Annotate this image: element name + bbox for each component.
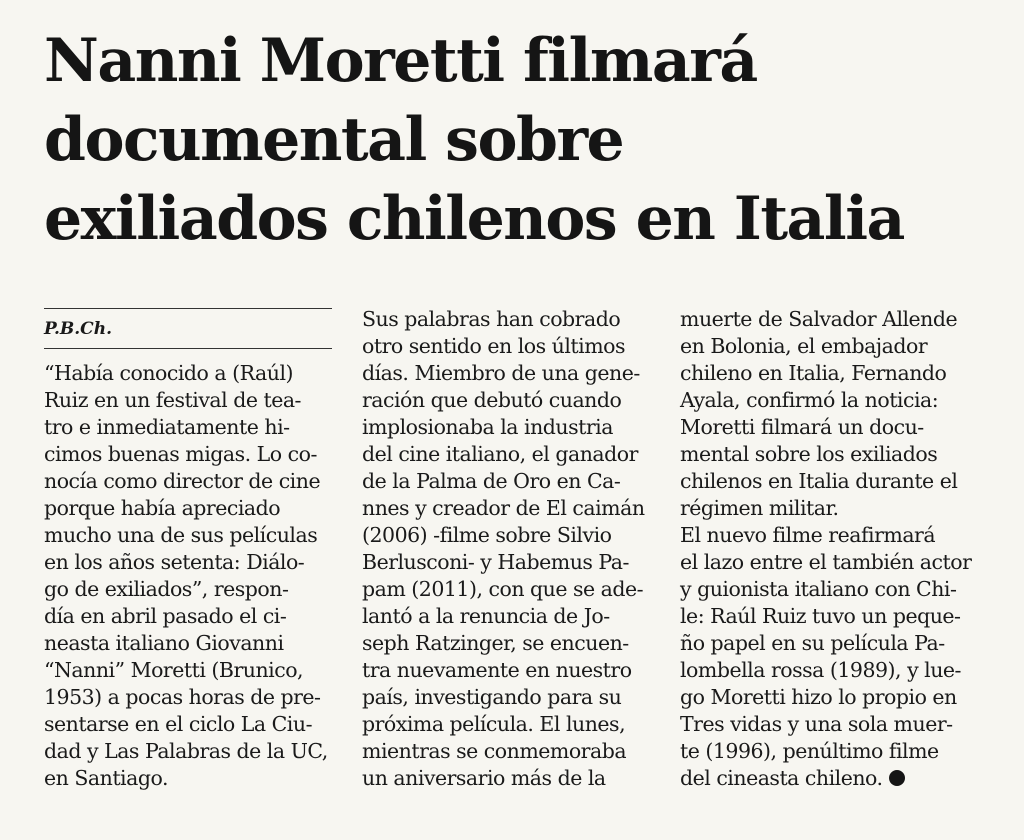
- text-line: un aniversario más de la: [362, 766, 606, 790]
- text-line: en los años setenta: Diálo-: [44, 550, 305, 574]
- text-line: Berlusconi- y Habemus Pa-: [362, 550, 629, 574]
- text-line: lombella rossa (1989), y lue-: [680, 658, 961, 682]
- text-line: día en abril pasado el ci-: [44, 604, 287, 628]
- text-line: días. Miembro de una gene-: [362, 361, 640, 385]
- text-line: tra nuevamente en nuestro: [362, 658, 632, 682]
- text-line: seph Ratzinger, se encuen-: [362, 631, 629, 655]
- text-line: dad y Las Palabras de la UC,: [44, 739, 328, 763]
- byline-rule-bottom: [44, 348, 332, 349]
- headline-line: documental sobre: [44, 105, 624, 175]
- text-line: 1953) a pocas horas de pre-: [44, 685, 321, 709]
- text-line: neasta italiano Giovanni: [44, 631, 284, 655]
- text-line: Ayala, confirmó la noticia:: [680, 388, 939, 412]
- text-line: cimos buenas migas. Lo co-: [44, 442, 317, 466]
- text-line: chilenos en Italia durante el: [680, 469, 958, 493]
- text-column-2: [362, 306, 652, 792]
- text-line: en Santiago.: [44, 766, 168, 790]
- text-line: otro sentido en los últimos: [362, 334, 626, 358]
- text-line: y guionista italiano con Chi-: [680, 577, 957, 601]
- text-line: porque había apreciado: [44, 496, 281, 520]
- text-line: próxima película. El lunes,: [362, 712, 626, 736]
- byline-rule-top: [44, 308, 332, 309]
- byline: P.B.Ch.: [44, 319, 112, 339]
- text-line: (2006) -filme sobre Silvio: [362, 523, 612, 547]
- text-line: “Nanni” Moretti (Brunico,: [44, 658, 304, 682]
- text-line: Tres vidas y una sola muer-: [680, 712, 953, 736]
- text-line: país, investigando para su: [362, 685, 622, 709]
- text-line: sentarse en el ciclo La Ciu-: [44, 712, 312, 736]
- text-line: ración que debutó cuando: [362, 388, 622, 412]
- text-line: El nuevo filme reafirmará: [680, 523, 936, 547]
- text-line: del cine italiano, el ganador: [362, 442, 638, 466]
- text-line: le: Raúl Ruiz tuvo un peque-: [680, 604, 961, 628]
- text-line-end: del cineasta chileno.: [680, 766, 883, 790]
- text-line: muerte de Salvador Allende: [680, 307, 958, 331]
- text-line: mental sobre los exiliados: [680, 442, 938, 466]
- text-line: de la Palma de Oro en Ca-: [362, 469, 621, 493]
- text-line: mucho una de sus películas: [44, 523, 318, 547]
- text-line: go de exiliados”, respon-: [44, 577, 289, 601]
- text-line: pam (2011), con que se ade-: [362, 577, 644, 601]
- text-line: nnes y creador de El caimán: [362, 496, 645, 520]
- text-line-last: [680, 765, 970, 792]
- text-line: tro e inmediatamente hi-: [44, 415, 290, 439]
- text-line: ño papel en su película Pa-: [680, 631, 945, 655]
- end-mark-icon: [889, 770, 905, 786]
- text-column-3: [680, 306, 970, 792]
- text-line: te (1996), penúltimo filme: [680, 739, 939, 763]
- text-line: go Moretti hizo lo propio en: [680, 685, 957, 709]
- headline-line: Nanni Moretti filmará: [44, 26, 757, 96]
- text-line: mientras se conmemoraba: [362, 739, 627, 763]
- headline-line: exiliados chilenos en Italia: [44, 184, 904, 254]
- text-line: el lazo entre el también actor: [680, 550, 972, 574]
- text-line: en Bolonia, el embajador: [680, 334, 928, 358]
- text-line: “Había conocido a (Raúl): [44, 361, 294, 385]
- text-line: nocía como director de cine: [44, 469, 321, 493]
- text-line: implosionaba la industria: [362, 415, 613, 439]
- text-line: Moretti filmará un docu-: [680, 415, 924, 439]
- text-line: lantó a la renuncia de Jo-: [362, 604, 610, 628]
- text-column-1: [44, 360, 334, 792]
- text-line: Ruiz en un festival de tea-: [44, 388, 301, 412]
- text-line: chileno en Italia, Fernando: [680, 361, 947, 385]
- headline: [44, 22, 1004, 259]
- text-line: régimen militar.: [680, 496, 839, 520]
- text-line: Sus palabras han cobrado: [362, 307, 621, 331]
